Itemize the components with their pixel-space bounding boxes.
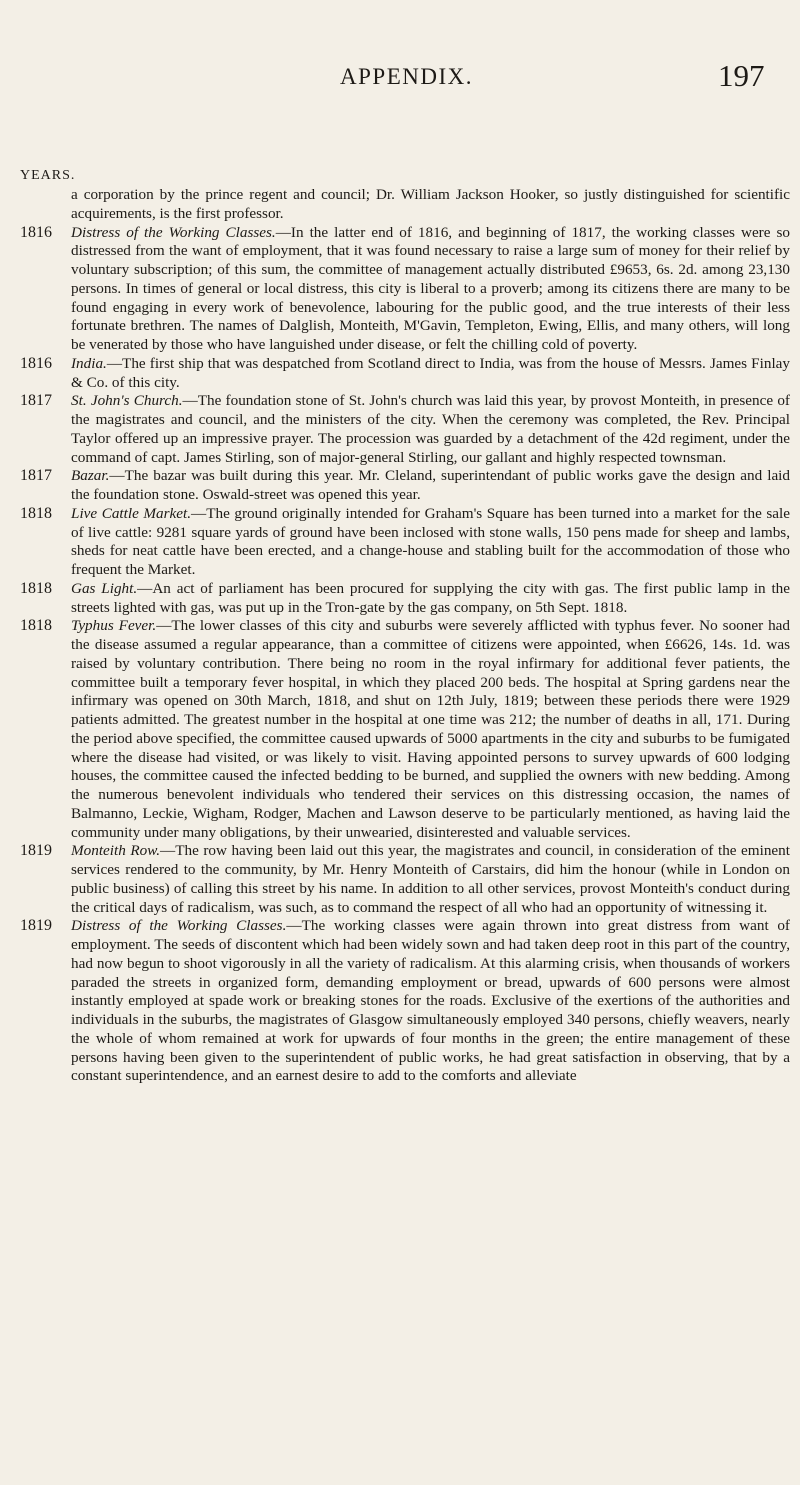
entry-year: 1819 [20,842,52,860]
page-body [20,186,790,1086]
entry-body: —In the latter end of 1816, and beginning of 1817, the working classes were so distressed from the want of employment, that it was found necessary to raise a large sum of money for their relief by voluntary subscription; of this sum, the committee of management actually distributed £9653, 6s. 2d. among 23,130 persons. In times of general or local distress, this city is liberal to a proverb; among its citizens there are many to be found engaging in every work of benevolence, labouring for the public good, and the true interests of their less fortunate brethren. The names of Dalglish, Monteith, M'Gavin, Templeton, Ewing, Ellis, and many others, will long be venerated by those who have languished under disease, or felt the chilling cold of poverty. [71,223,790,353]
entry-title: Live Cattle Market. [71,504,192,522]
entry-title: India. [71,354,107,372]
entry-text [71,186,790,224]
entry-title: St. John's Church. [71,392,183,410]
entry-distress-1819 [20,917,790,1086]
entry-text [71,842,790,917]
entry-body: —The row having been laid out this year, the magistrates and council, in consideration of the eminent services rendered to the community, by Mr. Henry Monteith of Carstairs, did him the honour (while in London on public business) of calling this street by his name. In addition to all other services, provost Monteith's conduct during the critical days of radicalism, was such, as to command the respect of all who had an opportunity of witnessing it. [71,842,790,916]
entry-title: Distress of the Working Classes. [71,917,287,935]
entry-continuation [20,186,790,224]
running-head: APPENDIX. [340,64,473,89]
entry-typhus-fever-1818 [20,617,790,842]
entry-text [71,224,790,355]
years-column-label: YEARS. [20,168,76,183]
entry-year: 1818 [20,504,52,522]
entry-text [71,505,790,580]
entry-body: a corporation by the prince regent and council; Dr. William Jackson Hooker, so justly distinguished for scientific acquirements, is the first professor. [71,186,790,222]
entry-body: —The foundation stone of St. John's church was laid this year, by provost Monteith, in presence of the magistrates and council, and the ministers of the city. When the ceremony was completed, the Rev. Principal Taylor offered up an impressive prayer. The procession was guarded by a detachment of the 42d regiment, under the command of capt. James Stirling, son of major-general Stirling, our gallant and highly respected townsman. [71,392,790,466]
entry-year: 1819 [20,917,52,935]
entry-body: —The lower classes of this city and suburbs were severely afflicted with typhus fever. No sooner had the disease assumed a regular appearance, than a committee of citizens were appointed, when £6626, 14s. 1d. was raised by voluntary contribution. There being no room in the royal infirmary for additional fever patients, the committee built a temporary fever hospital, in which they placed 200 beds. The hospital at Spring gardens near the infirmary was opened on 30th March, 1818, and shut on 12th July, 1819; between these periods there were 1929 patients admitted. The greatest number in the hospital at one time was 212; the number of deaths in all, 171. During the period above specified, the committee caused upwards of 5000 apartments in the city and suburbs to be fumigated where the disease had visited, or was likely to visit. Having appointed persons to survey upwards of 600 lodging houses, the committee caused the infected bedding to be burned, and supplied the owners with new bedding. Among the numerous benevolent individuals who tendered their services on this distressing occasion, the names of Balmanno, Leckie, Wigham, Rodger, Machen and Lawson deserve to be particularly mentioned, as having laid the community under many obligations, by their unwearied, disinterested and valuable services. [71,617,790,841]
entry-year: 1816 [20,354,52,372]
entry-text [71,617,790,842]
entry-text [71,355,790,393]
entry-title: Monteith Row. [71,842,161,860]
entry-title: Bazar. [71,467,110,485]
entry-text [71,467,790,505]
entry-title: Gas Light. [71,579,138,597]
entry-distress-1816 [20,224,790,355]
entry-body: —The working classes were again thrown into great distress from want of employment. The seeds of discontent which had been widely sown and had taken deep root in this part of the country, had now begun to shoot vigorously in all the variety of radicalism. At this alarming crisis, when thousands of workers paraded the streets in organized form, demanding employment or bread, upwards of 600 persons were almost instantly employed at spade work or breaking stones for the roads. Exclusive of the exertions of the authorities and individuals in the suburbs, the magistrates of Glasgow simultaneously employed 340 persons, chiefly weavers, nearly the whole of whom remained at work for upwards of four months in the green; the entire management of these persons having been given to the superintendent of public works, he had great satisfaction in observing, that by a constant superintendence, and an earnest desire to add to the comforts and alleviate [71,917,790,1085]
entry-gas-light-1818 [20,580,790,618]
entry-year: 1818 [20,617,52,635]
entry-year: 1817 [20,467,52,485]
entry-body: —The bazar was built during this year. Mr. Cleland, superintendant of public works gave the design and laid the foundation stone. Oswald-street was opened this year. [71,467,790,503]
entry-year: 1818 [20,579,52,597]
entry-body: —The ground originally intended for Graham's Square has been turned into a market for the sale of live cattle: 9281 square yards of ground have been inclosed with stone walls, 150 pens made for sheep and lambs, sheds for neat cattle have been erected, and a change-house and stabling built for the accommodation of those who frequent the Market. [71,504,790,578]
entry-india-1816 [20,355,790,393]
entry-title: Distress of the Working Classes. [71,223,276,241]
page-header [0,58,800,108]
entry-st-johns-church-1817 [20,392,790,467]
entry-live-cattle-market-1818 [20,505,790,580]
entry-body: —The first ship that was despatched from Scotland direct to India, was from the house of Messrs. James Finlay & Co. of this city. [71,354,790,391]
entry-year: 1817 [20,392,52,410]
entry-text [71,392,790,467]
entry-body: —An act of parliament has been procured for supplying the city with gas. The first public lamp in the streets lighted with gas, was put up in the Tron-gate by the gas company, on 5th Sept. 1818. [71,579,791,616]
page-number: 197 [718,58,765,93]
entry-bazar-1817 [20,467,790,505]
entry-text [71,917,790,1086]
entry-text [71,580,790,618]
entry-title: Typhus Fever. [71,617,157,635]
entry-monteith-row-1819 [20,842,790,917]
entry-year: 1816 [20,223,52,241]
